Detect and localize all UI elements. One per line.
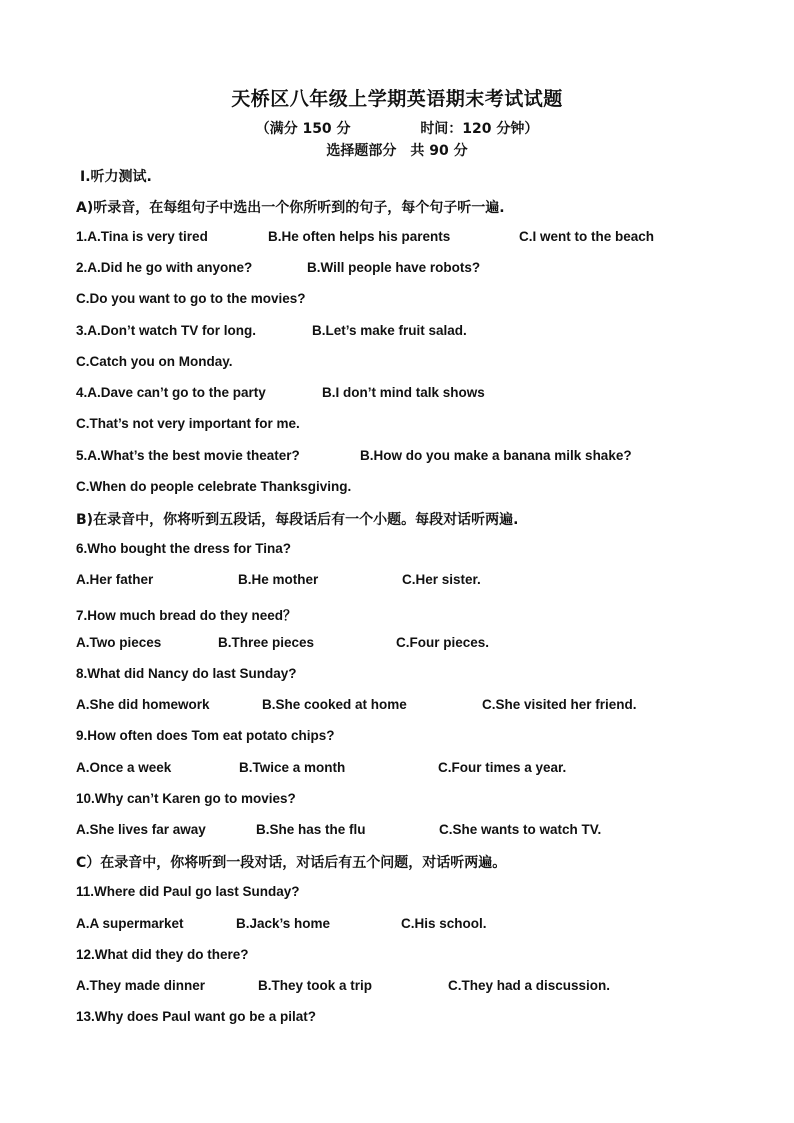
q7-option-a: A.Two pieces	[76, 635, 162, 650]
q12-option-c: C.They had a discussion.	[448, 978, 611, 993]
q12-option-b: B.They took a trip	[258, 978, 373, 993]
q8-option-a: A.She did homework	[76, 697, 210, 712]
question-11-stem: 11.Where did Paul go last Sunday?	[76, 884, 300, 899]
question-9-stem: 9.How often does Tom eat potato chips?	[76, 728, 335, 743]
section-label: 选择题部分 共 90 分	[326, 143, 468, 159]
question-12-stem: 12.What did they do there?	[76, 947, 249, 962]
q7-option-c: C.Four pieces.	[396, 635, 490, 650]
q10-option-b: B.She has the flu	[256, 822, 366, 837]
question-6-stem: 6.Who bought the dress for Tina?	[76, 541, 291, 556]
q11-option-c: C.His school.	[401, 916, 487, 931]
q2-option-a: 2.A.Did he go with anyone?	[76, 260, 253, 275]
q8-option-b: B.She cooked at home	[262, 697, 407, 712]
section-b-instruction: B)在录音中，你将听到五段话，每段话后有一个小题。每段对话听两遍.	[76, 512, 519, 528]
q8-option-c: C.She visited her friend.	[482, 697, 637, 712]
q9-option-b: B.Twice a month	[239, 760, 346, 775]
question-8-stem: 8.What did Nancy do last Sunday?	[76, 666, 297, 681]
question-10-stem: 10.Why can’t Karen go to movies?	[76, 791, 296, 806]
question-13-stem: 13.Why does Paul want go be a pilat?	[76, 1009, 317, 1024]
q6-option-a: A.Her father	[76, 572, 154, 587]
q9-option-a: A.Once a week	[76, 760, 172, 775]
exam-title: 天桥区八年级上学期英语期末考试试题	[231, 88, 563, 110]
q3-option-c: C.Catch you on Monday.	[76, 354, 233, 369]
q9-option-c: C.Four times a year.	[438, 760, 567, 775]
q4-option-b: B.I don’t mind talk shows	[322, 385, 485, 400]
question-7-stem: 7.How much bread do they need？	[76, 608, 297, 623]
exam-time: 时间：120 分钟）	[420, 121, 539, 137]
q1-option-a: 1.A.Tina is very tired	[76, 229, 208, 244]
exam-meta	[0, 118, 794, 138]
q3-option-a: 3.A.Don’t watch TV for long.	[76, 323, 256, 338]
q12-option-a: A.They made dinner	[76, 978, 206, 993]
q5-option-c: C.When do people celebrate Thanksgiving.	[76, 479, 352, 494]
q11-option-b: B.Jack’s home	[236, 916, 331, 931]
q1-option-c: C.I went to the beach	[519, 229, 655, 244]
section-a-instruction: A)听录音，在每组句子中选出一个你所听到的句子，每个句子听一遍.	[76, 200, 505, 216]
q1-option-b: B.He often helps his parents	[268, 229, 451, 244]
q7-option-b: B.Three pieces	[218, 635, 315, 650]
q4-option-c: C.That’s not very important for me.	[76, 416, 300, 431]
q6-option-b: B.He mother	[238, 572, 319, 587]
q2-option-c: C.Do you want to go to the movies?	[76, 291, 306, 306]
q2-option-b: B.Will people have robots?	[307, 260, 481, 275]
q11-option-a: A.A supermarket	[76, 916, 184, 931]
q3-option-b: B.Let’s make fruit salad.	[312, 323, 467, 338]
q6-option-c: C.Her sister.	[402, 572, 481, 587]
q10-option-c: C.She wants to watch TV.	[439, 822, 602, 837]
q10-option-a: A.She lives far away	[76, 822, 206, 837]
q5-option-b: B.How do you make a banana milk shake?	[360, 448, 632, 463]
q4-option-a: 4.A.Dave can’t go to the party	[76, 385, 266, 400]
q5-option-a: 5.A.What’s the best movie theater?	[76, 448, 300, 463]
full-score: （满分 150 分	[255, 121, 351, 137]
part-heading: Ⅰ.听力测试.	[80, 169, 152, 185]
section-c-instruction: C）在录音中，你将听到一段对话，对话后有五个问题，对话听两遍。	[76, 855, 507, 871]
